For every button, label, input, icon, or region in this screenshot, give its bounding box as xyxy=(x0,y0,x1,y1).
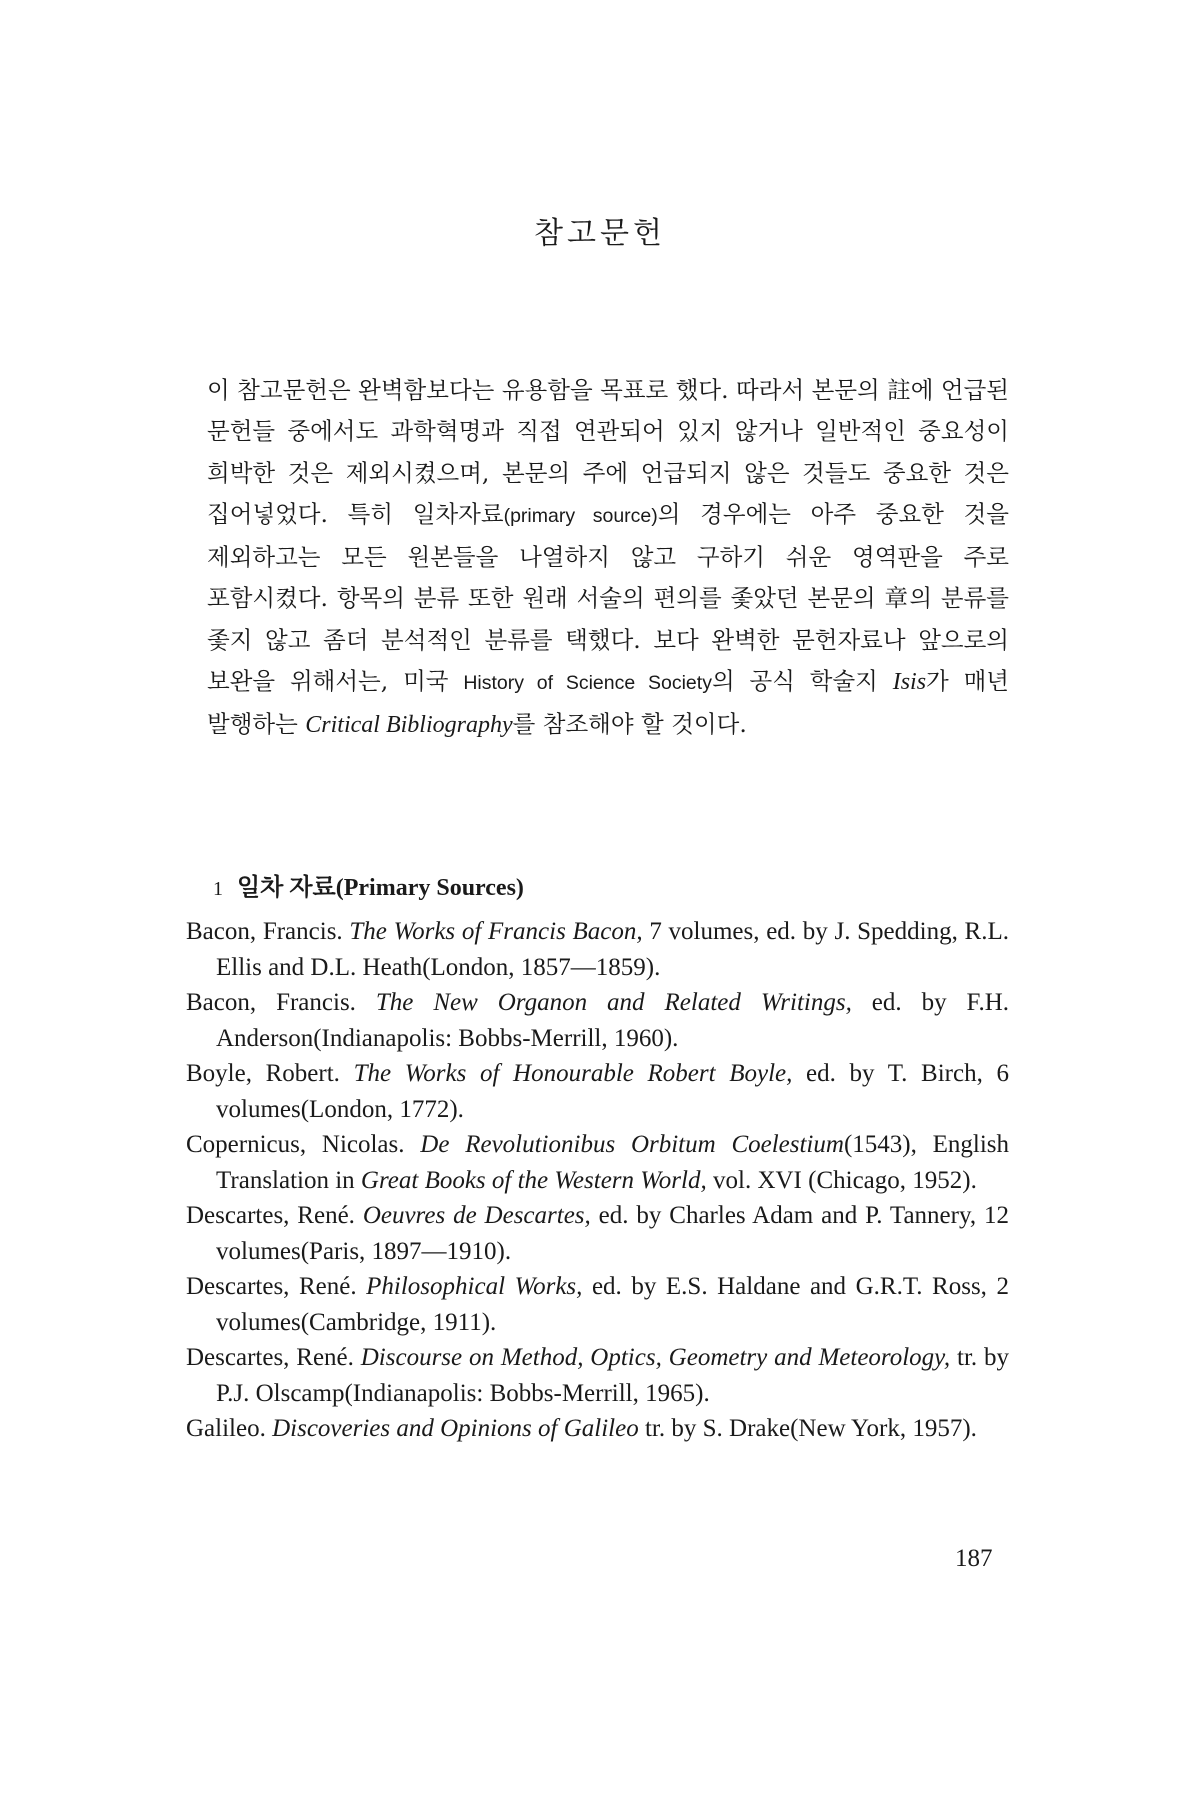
entry-author: Galileo. xyxy=(186,1415,273,1442)
entry-title: Discoveries and Opinions of Galileo xyxy=(272,1415,639,1442)
bibliography-entry xyxy=(186,914,1009,985)
section-heading xyxy=(213,867,524,902)
intro-critical-bibliography: Critical Bibliography xyxy=(305,712,513,739)
intro-text-4: 가 매년 발행하는 xyxy=(207,667,1009,739)
page-number: 187 xyxy=(955,1545,993,1572)
entry-details: tr. by P.J. Olscamp(Indianapolis: Bobbs-Merrill, 1965). xyxy=(216,1344,1009,1407)
entry-details-2: vol. XVI (Chicago, 1952). xyxy=(706,1166,977,1194)
bibliography-list xyxy=(186,914,1009,1447)
intro-history-society: History of Science Society xyxy=(463,672,712,695)
entry-author: Descartes, René. xyxy=(186,1202,363,1229)
entry-author: Boyle, Robert. xyxy=(186,1060,354,1087)
entry-title: Discourse on Method, Optics, Geometry and Meteorology, xyxy=(360,1344,951,1371)
intro-paragraph xyxy=(207,370,1009,747)
intro-text-2: 의 경우에는 아주 중요한 것을 제외하고는 모든 원본들을 나열하지 않고 구하기 쉬운 영역판을 주로 포함시켰다. 항목의 분류 또한 원래 서술의 편의를 좇았던 본문의 章의 분류를 좇지 않고 좀더 분석적인 분류를 택했다. 보다 완벽한 문헌자료나 앞으로의 보완을 위해서는, 미국 xyxy=(207,499,1009,696)
intro-isis: Isis xyxy=(892,669,927,696)
intro-text-3: 의 공식 학술지 xyxy=(711,667,893,696)
entry-author: Descartes, René. xyxy=(186,1344,361,1371)
entry-details: 7 volumes, ed. by J. Spedding, R.L. Ellis and D.L. Heath(London, 1857—1859). xyxy=(216,918,1009,981)
section-number: 1 xyxy=(213,878,223,900)
entry-title: The Works of Francis Bacon, xyxy=(349,918,643,945)
entry-details: (1543), English Translation in xyxy=(216,1131,1010,1194)
bibliography-entry xyxy=(186,1127,1009,1198)
entry-title: Oeuvres de Descartes, xyxy=(362,1202,591,1229)
entry-details: tr. by S. Drake(New York, 1957). xyxy=(638,1415,977,1442)
bibliography-entry xyxy=(186,1340,1009,1411)
bibliography-entry xyxy=(186,1269,1009,1340)
intro-text-5: 를 참조해야 할 것이다. xyxy=(512,710,747,739)
entry-details: ed. by E.S. Haldane and G.R.T. Ross, 2 volumes(Cambridge, 1911). xyxy=(216,1273,1009,1336)
entry-title: The New Organon and Related Writings, xyxy=(375,989,852,1016)
page-title: 참고문헌 xyxy=(534,216,666,251)
section-title: 일차 자료(Primary Sources) xyxy=(237,875,524,901)
bibliography-entry xyxy=(186,1056,1009,1127)
intro-primary-source: (primary source) xyxy=(503,504,658,527)
entry-author: Copernicus, Nicolas. xyxy=(186,1131,421,1158)
entry-details: ed. by T. Birch, 6 volumes(London, 1772). xyxy=(216,1060,1009,1123)
entry-details: ed. by F.H. Anderson(Indianapolis: Bobbs-Merrill, 1960). xyxy=(216,989,1009,1052)
entry-author: Bacon, Francis. xyxy=(186,918,350,945)
entry-title: Philosophical Works, xyxy=(366,1273,583,1300)
entry-author: Descartes, René. xyxy=(186,1273,367,1300)
entry-title-2: Great Books of the Western World, xyxy=(360,1166,707,1194)
entry-title: De Revolutionibus Orbitum Coelestium xyxy=(420,1131,844,1158)
bibliography-entry xyxy=(186,1411,1009,1447)
bibliography-entry xyxy=(186,1198,1009,1269)
entry-title: The Works of Honourable Robert Boyle, xyxy=(353,1060,793,1087)
intro-text-1: 이 참고문헌은 완벽함보다는 유용함을 목표로 했다. 따라서 본문의 註에 언급된 문헌들 중에서도 과학혁명과 직접 연관되어 있지 않거나 일반적인 중요성이 희박한 것은 제외시켰으며, 본문의 주에 언급되지 않은 것들도 중요한 것은 집어넣었다. 특히 일차자료 xyxy=(207,376,1009,528)
entry-author: Bacon, Francis. xyxy=(186,989,376,1016)
entry-details: ed. by Charles Adam and P. Tannery, 12 volumes(Paris, 1897—1910). xyxy=(216,1202,1009,1265)
bibliography-entry xyxy=(186,985,1009,1056)
